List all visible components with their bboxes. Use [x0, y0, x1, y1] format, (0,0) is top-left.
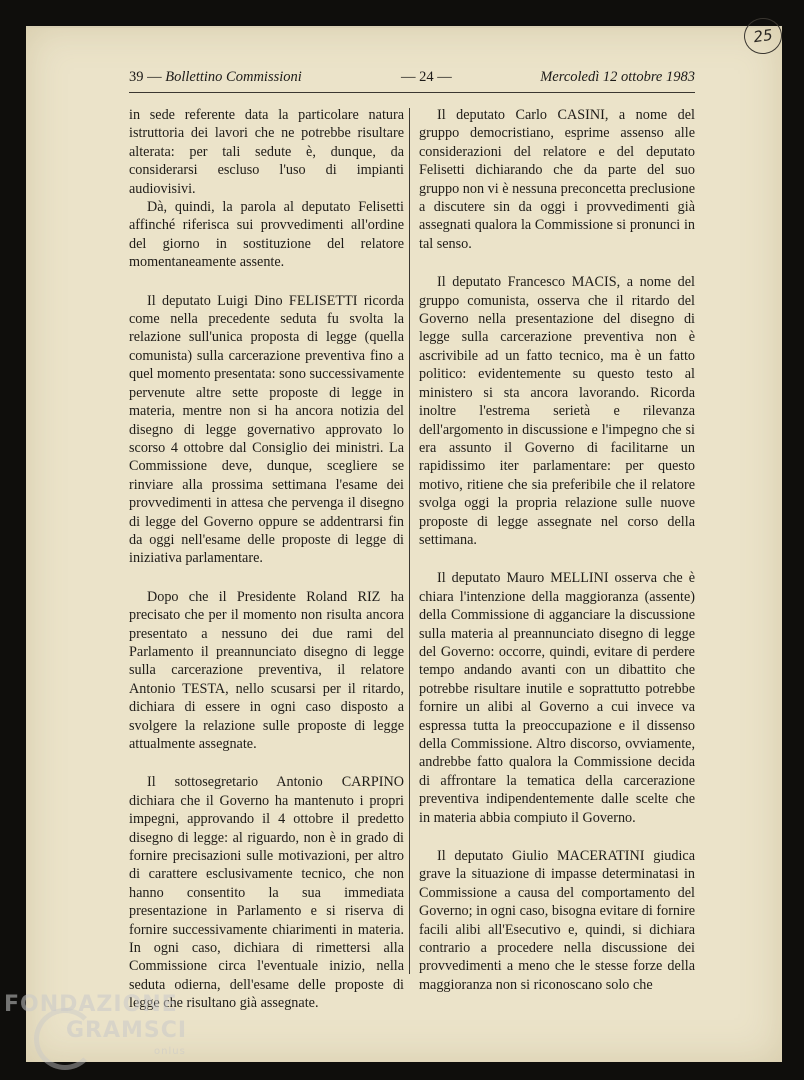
header-rule [129, 92, 695, 93]
paragraph: Il deputato Giulio MACERATINI giudica grave la situazione di impasse determinatasi in Commissione a causa del comportamento del Governo; in ogni caso, bisogna evitare di fornire facili alibi all'Esecutivo e, quindi, si dichiara contrario a procedere nella discussione dei provvedimenti a meno che le stesse forze della maggioranza non si riconoscano solo che [419, 848, 695, 993]
watermark-suffix: onlus [154, 1046, 186, 1057]
paragraph: Dà, quindi, la parola al deputato Felisetti affinché riferisca sui provvedimenti all'ordine del giorno in sostituzione del relatore momentaneamente assente. [129, 199, 404, 271]
paragraph: Il deputato Carlo CASINI, a nome del gruppo democristiano, esprime assenso alle considerazioni del relatore e del deputato Felisetti dichiarando che da parte del suo gruppo non vi è nessuna preconcetta preclusione a discutere sin da oggi i provvedimenti già assegnati qualora la Commissione si pronunci in tal senso. [419, 107, 695, 252]
paragraph: Dopo che il Presidente Roland RIZ ha precisato che per il momento non risulta ancora presentato a nessuno dei due rami del Parlamento il preannunciato disegno di legge sulla carcerazione preventiva, il relatore Antonio TESTA, nello scusarsi per il ritardo, dichiara di essere in ogni caso disposto a svolgere la relazione sulle proposte di legge attualmente assegnate. [129, 588, 404, 752]
bulletin-title: Bollettino Commissioni [165, 69, 302, 85]
paragraph: Il deputato Mauro MELLINI osserva che è chiara l'intenzione della maggioranza (assente) della Commissione di agganciare la discussione sulla materia al preannunciato disegno di legge del Governo: occorre, quindi, evitare di perdere tempo andando avanti con un dibattito che potrebbe risultare inutile e soprattutto potrebbe fornire un alibi al Governo a cui invece va espressa tutta la preoccupazione e il dissenso della Commissione. Altro discorso, ovviamente, andrebbe fatto qualora la Commissione decida di affrontare la tematica della carcerazione preventiva indipendentemente dalle scelte che in materia abbia compiuto il Governo. [419, 570, 695, 826]
fondazione-gramsci-watermark [4, 992, 204, 1072]
left-column [129, 106, 404, 1013]
watermark-line1: FONDAZIONE [4, 992, 178, 1017]
paragraph: Il sottosegretario Antonio CARPINO dichiara che il Governo ha mantenuto i propri impegni, approvando il 4 ottobre il predetto disegno di legge: al riguardo, non è in grado di fornire precisazioni sulle motivazioni, per altro di carattere esclusivamente tecnico, che non hanno consentito la sua immediata presentazione in Parlamento e si riserva di fornire successivamente chiarimenti in materia. In ogni caso, dichiara di rimettersi alla Commissione circa l'eventuale inizio, nella seduta odierna, dell'esame delle proposte di legge che risultano già assegnate. [129, 774, 404, 1012]
header-date: Mercoledì 12 ottobre 1983 [540, 69, 695, 85]
header-left: 39 — Bollettino Commissioni [129, 69, 302, 85]
header-page-number: — 24 — [401, 69, 452, 85]
paragraph: in sede referente data la particolare natura istruttoria dei lavori che ne potrebbe risultare alterata: per tali sedute è, dunque, da considerarsi escluso l'uso di impianti audiovisivi. [129, 107, 404, 197]
right-column [419, 106, 695, 994]
handwritten-page-mark: 25 [742, 16, 785, 57]
bulletin-number: 39 [129, 69, 144, 85]
paragraph: Il deputato Luigi Dino FELISETTI ricorda come nella precedente seduta fu svolta la relazione sull'unica proposta di legge (quella comunista) sulla carcerazione preventiva fino a quel momento presentata: sono successivamente pervenute altre sette proposte di legge in materia, mentre non si ha ancora notizia del disegno di legge governativo approvato lo scorso 4 ottobre dal Consiglio dei ministri. La Commissione deve, dunque, scegliere se rinviare alla prossima settimana l'esame dei provvedimenti in attesa che pervenga il disegno di legge del Governo oppure se addentrarsi fin da oggi nell'esame delle proposte di legge di iniziativa parlamentare. [129, 292, 405, 567]
running-header [129, 69, 695, 89]
watermark-line2: GRAMSCI [66, 1018, 188, 1043]
page-edge [26, 26, 782, 28]
paragraph: Il deputato Francesco MACIS, a nome del gruppo comunista, osserva che il ritardo del Governo nella presentazione del disegno di legge sulla carcerazione preventiva non è ascrivibile ad un fatto tecnico, ma è un fatto politico: evidentemente su questo testo al ministero si sta ancora lavorando. Ricorda inoltre l'estrema serietà e rilevanza dell'argomento in discussione e l'impegno che si era assunto il Governo di facilitarne un rapidissimo iter parlamentare: per questo motivo, ritiene che sia preferibile che il relatore svolga oggi la propria relazione sulle nuove proposte di legge assegnate nel corso della settimana. [419, 274, 695, 548]
column-divider [409, 108, 410, 974]
